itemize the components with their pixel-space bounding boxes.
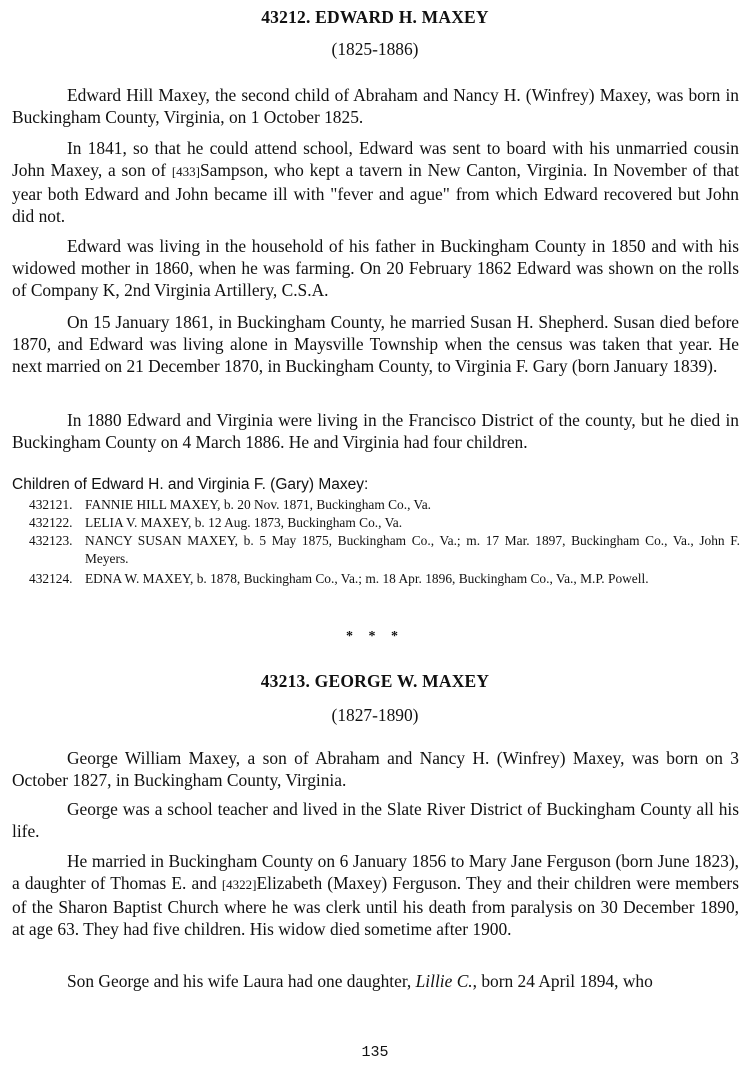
child-text: FANNIE HILL MAXEY, b. 20 Nov. 1871, Buckingham Co., Va. xyxy=(85,497,432,512)
reference-number: [433] xyxy=(171,164,200,179)
paragraph-text: Elizabeth (Maxey) Ferguson. They and their children were members of the Sharon Baptist Church where he was clerk until his death from paralysis on 30 December 1890, at age 63. They had five children. His widow died sometime after 1900. xyxy=(12,873,739,939)
child-text: NANCY SUSAN MAXEY, b. 5 May 1875, Buckingham Co., Va.; m. 17 Mar. 1897, Buckingham Co., Va., John F. Meyers. xyxy=(85,533,740,566)
paragraph-george-son xyxy=(12,970,739,992)
paragraph-edward-school xyxy=(12,137,739,227)
child-number: 432122. xyxy=(29,515,73,530)
paragraph-edward-death: In 1880 Edward and Virginia were living in the Francisco District of the county, but he died in Buckingham County on 4 March 1886. He and Virginia had four children. xyxy=(12,410,739,452)
paragraph-george-marriage xyxy=(12,850,739,940)
child-number: 432121. xyxy=(29,497,73,512)
reference-number: [4322] xyxy=(221,877,257,892)
paragraph-text: Sampson, who kept a tavern in New Canton, Virginia. In November of that year both Edward and John became ill with "fever and ague" from which Edward recovered but John did not. xyxy=(12,160,739,226)
section-title-edward: 43212. EDWARD H. MAXEY xyxy=(261,7,489,27)
paragraph-george-teacher: George was a school teacher and lived in the Slate River District of Buckingham County all his life. xyxy=(12,799,739,841)
child-text: LELIA V. MAXEY, b. 12 Aug. 1873, Buckingham Co., Va. xyxy=(85,515,403,530)
paragraph-george-birth: George William Maxey, a son of Abraham and Nancy H. (Winfrey) Maxey, was born on 3 October 1827, in Buckingham County, Virginia. xyxy=(12,748,739,790)
page-number: 135 xyxy=(361,1044,389,1061)
person-name: Lillie C. xyxy=(415,971,473,991)
child-text: EDNA W. MAXEY, b. 1878, Buckingham Co., Va.; m. 18 Apr. 1896, Buckingham Co., Va., M.P. Powell. xyxy=(85,571,649,586)
children-list-title: Children of Edward H. and Virginia F. (Gary) Maxey: xyxy=(12,476,369,493)
paragraph-edward-birth: Edward Hill Maxey, the second child of Abraham and Nancy H. (Winfrey) Maxey, was born in Buckingham County, Virginia, on 1 October 1825. xyxy=(12,85,739,127)
paragraph-text: Son George and his wife Laura had one daughter, xyxy=(67,971,416,991)
section-title-george: 43213. GEORGE W. MAXEY xyxy=(260,671,490,691)
paragraph-text: He married in Buckingham County on 6 January 1856 to Mary Jane Ferguson (born June 1823), a daughter of Thomas E. and xyxy=(12,851,739,893)
paragraph-text: , born 24 April 1894, who xyxy=(472,971,653,991)
paragraph-edward-household: Edward was living in the household of his father in Buckingham County in 1850 and with his widowed mother in 1860, when he was farming. On 20 February 1862 Edward was shown on the rolls of Company K, 2nd Virginia Artillery, C.S.A. xyxy=(12,236,739,300)
child-number: 432123. xyxy=(29,533,73,548)
paragraph-edward-marriage: On 15 January 1861, in Buckingham County, he married Susan H. Shepherd. Susan died before 1870, and Edward was living alone in Maysville Township when the census was taken that year. He next married on 21 December 1870, in Buckingham County, to Virginia F. Gary (born January 1839). xyxy=(12,312,739,376)
section-separator: * * * xyxy=(346,629,404,644)
child-number: 432124. xyxy=(29,571,73,586)
paragraph-text: In 1841, so that he could attend school, Edward was sent to board with his unmarried cousin John Maxey, a son of xyxy=(12,138,739,180)
section-dates-edward: (1825-1886) xyxy=(331,39,419,59)
section-dates-george: (1827-1890) xyxy=(331,705,419,725)
